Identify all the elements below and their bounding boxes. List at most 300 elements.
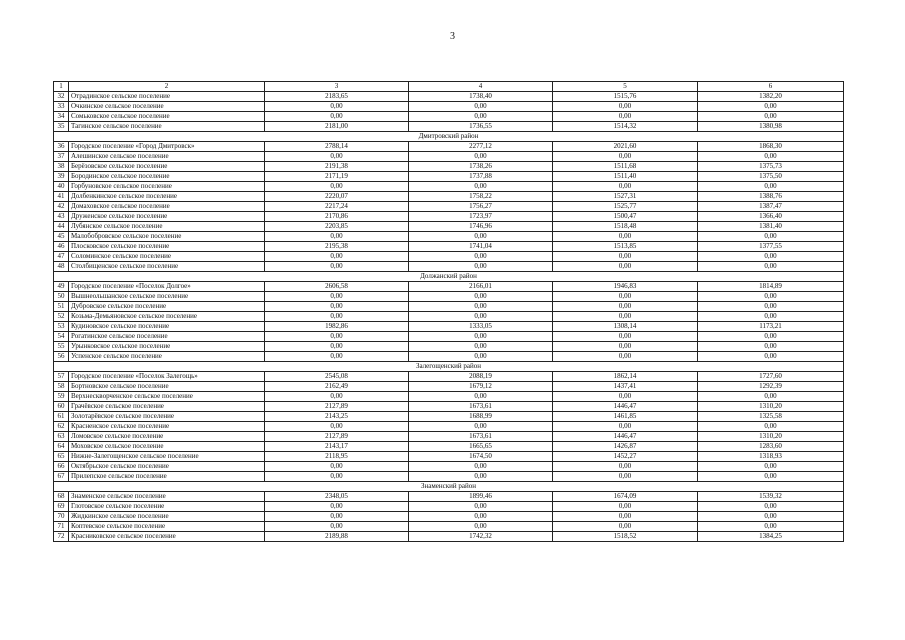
value-col-3: 0,00 [265, 392, 409, 402]
table-body [54, 82, 844, 542]
value-col-3: 0,00 [265, 112, 409, 122]
district-header-row [54, 272, 844, 282]
settlement-name: Горбуновское сельское поселение [69, 182, 265, 192]
value-col-3: 2545,08 [265, 372, 409, 382]
row-number: 41 [54, 192, 69, 202]
value-col-5: 1437,41 [553, 382, 698, 392]
settlement-name: Городское поселение «Поселок Залегощь» [69, 372, 265, 382]
value-col-6: 0,00 [698, 302, 844, 312]
value-col-5: 0,00 [553, 232, 698, 242]
settlement-name: Успенское сельское поселение [69, 352, 265, 362]
value-col-5: 1514,32 [553, 122, 698, 132]
table-row [54, 352, 844, 362]
table-row [54, 292, 844, 302]
table-row [54, 512, 844, 522]
value-col-3: 2127,89 [265, 402, 409, 412]
row-number: 68 [54, 492, 69, 502]
table-row [54, 152, 844, 162]
value-col-5: 0,00 [553, 182, 698, 192]
header-col-3: 3 [265, 82, 409, 92]
row-number: 47 [54, 252, 69, 262]
table-row [54, 442, 844, 452]
settlement-name: Октябрьское сельское поселение [69, 462, 265, 472]
value-col-6: 0,00 [698, 522, 844, 532]
value-col-4: 1333,05 [409, 322, 553, 332]
value-col-4: 0,00 [409, 332, 553, 342]
value-col-6: 1377,55 [698, 242, 844, 252]
value-col-4: 1673,61 [409, 402, 553, 412]
value-col-6: 1310,20 [698, 432, 844, 442]
value-col-3: 2183,65 [265, 92, 409, 102]
row-number: 42 [54, 202, 69, 212]
table-row [54, 412, 844, 422]
table-row [54, 382, 844, 392]
header-col-4: 4 [409, 82, 553, 92]
value-col-5: 1461,85 [553, 412, 698, 422]
value-col-4: 1665,65 [409, 442, 553, 452]
value-col-3: 2127,89 [265, 432, 409, 442]
value-col-4: 1742,32 [409, 532, 553, 542]
district-name: Знаменский район [54, 482, 844, 492]
value-col-5: 0,00 [553, 352, 698, 362]
table-row [54, 212, 844, 222]
settlement-name: Бородинское сельское поселение [69, 172, 265, 182]
value-col-5: 1515,76 [553, 92, 698, 102]
row-number: 56 [54, 352, 69, 362]
value-col-4: 0,00 [409, 182, 553, 192]
value-col-3: 0,00 [265, 502, 409, 512]
table-row [54, 182, 844, 192]
value-col-4: 1723,97 [409, 212, 553, 222]
settlement-name: Урынковское сельское поселение [69, 342, 265, 352]
value-col-6: 0,00 [698, 112, 844, 122]
table-row [54, 342, 844, 352]
value-col-5: 0,00 [553, 152, 698, 162]
row-number: 69 [54, 502, 69, 512]
value-col-5: 1518,52 [553, 532, 698, 542]
value-col-5: 1674,09 [553, 492, 698, 502]
value-col-4: 2277,12 [409, 142, 553, 152]
value-col-3: 0,00 [265, 312, 409, 322]
value-col-4: 0,00 [409, 462, 553, 472]
table-row [54, 492, 844, 502]
value-col-3: 2162,49 [265, 382, 409, 392]
settlement-name: Верхнескворченское сельское поселение [69, 392, 265, 402]
value-col-4: 1674,50 [409, 452, 553, 462]
row-number: 44 [54, 222, 69, 232]
value-col-6: 0,00 [698, 152, 844, 162]
value-col-4: 1738,40 [409, 92, 553, 102]
settlement-name: Городское поселение «Город Дмитровск» [69, 142, 265, 152]
value-col-4: 0,00 [409, 232, 553, 242]
value-col-3: 2788,14 [265, 142, 409, 152]
settlement-name: Кудиновское сельское поселение [69, 322, 265, 332]
header-col-2: 2 [69, 82, 265, 92]
value-col-4: 0,00 [409, 102, 553, 112]
value-col-3: 2203,85 [265, 222, 409, 232]
row-number: 61 [54, 412, 69, 422]
settlement-name: Отрадинское сельское поселение [69, 92, 265, 102]
value-col-3: 2118,95 [265, 452, 409, 462]
value-col-6: 1814,89 [698, 282, 844, 292]
table-row [54, 142, 844, 152]
value-col-6: 1283,60 [698, 442, 844, 452]
value-col-6: 1318,93 [698, 452, 844, 462]
page-number: 3 [450, 31, 455, 42]
value-col-6: 0,00 [698, 262, 844, 272]
value-col-5: 1946,83 [553, 282, 698, 292]
value-col-4: 2166,01 [409, 282, 553, 292]
value-col-6: 1727,60 [698, 372, 844, 382]
settlement-name: Глотовское сельское поселение [69, 502, 265, 512]
settlement-name: Сомьковское сельское поселение [69, 112, 265, 122]
value-col-6: 1375,50 [698, 172, 844, 182]
table-row [54, 472, 844, 482]
district-name: Дмитровский район [54, 132, 844, 142]
value-col-4: 1756,27 [409, 202, 553, 212]
value-col-5: 1426,87 [553, 442, 698, 452]
value-col-4: 1741,04 [409, 242, 553, 252]
table-row [54, 262, 844, 272]
value-col-5: 0,00 [553, 342, 698, 352]
settlement-name: Столбищенское сельское поселение [69, 262, 265, 272]
row-number: 65 [54, 452, 69, 462]
table-row [54, 102, 844, 112]
value-col-3: 0,00 [265, 352, 409, 362]
value-col-6: 0,00 [698, 512, 844, 522]
table-row [54, 402, 844, 412]
settlement-name: Вышнеольшанское сельское поселение [69, 292, 265, 302]
value-col-4: 0,00 [409, 252, 553, 262]
value-col-3: 2181,00 [265, 122, 409, 132]
settlement-name: Алешинское сельское поселение [69, 152, 265, 162]
value-col-4: 1688,99 [409, 412, 553, 422]
settlement-name: Козьма-Демьяновское сельское поселение [69, 312, 265, 322]
value-col-4: 0,00 [409, 512, 553, 522]
value-col-4: 0,00 [409, 152, 553, 162]
table-row [54, 252, 844, 262]
table-row [54, 462, 844, 472]
district-header-row [54, 482, 844, 492]
value-col-4: 2088,19 [409, 372, 553, 382]
table-row [54, 112, 844, 122]
row-number: 45 [54, 232, 69, 242]
value-col-3: 0,00 [265, 252, 409, 262]
value-col-5: 0,00 [553, 292, 698, 302]
table-row [54, 122, 844, 132]
value-col-3: 1982,86 [265, 322, 409, 332]
table-row [54, 502, 844, 512]
row-number: 38 [54, 162, 69, 172]
row-number: 33 [54, 102, 69, 112]
row-number: 67 [54, 472, 69, 482]
value-col-6: 0,00 [698, 342, 844, 352]
value-col-4: 1737,88 [409, 172, 553, 182]
value-col-5: 0,00 [553, 462, 698, 472]
value-col-3: 2220,07 [265, 192, 409, 202]
value-col-4: 0,00 [409, 112, 553, 122]
value-col-5: 0,00 [553, 522, 698, 532]
value-col-3: 2348,05 [265, 492, 409, 502]
value-col-3: 0,00 [265, 182, 409, 192]
settlement-name: Красниковское сельское поселение [69, 532, 265, 542]
value-col-5: 0,00 [553, 512, 698, 522]
row-number: 53 [54, 322, 69, 332]
value-col-4: 1736,55 [409, 122, 553, 132]
value-col-6: 0,00 [698, 182, 844, 192]
value-col-5: 1500,47 [553, 212, 698, 222]
settlements-table [53, 81, 844, 542]
row-number: 58 [54, 382, 69, 392]
value-col-6: 0,00 [698, 392, 844, 402]
value-col-3: 0,00 [265, 232, 409, 242]
row-number: 39 [54, 172, 69, 182]
value-col-5: 0,00 [553, 252, 698, 262]
table-row [54, 522, 844, 532]
value-col-3: 0,00 [265, 302, 409, 312]
value-col-3: 0,00 [265, 342, 409, 352]
value-col-5: 0,00 [553, 112, 698, 122]
table-header-row [54, 82, 844, 92]
value-col-4: 1738,26 [409, 162, 553, 172]
value-col-6: 0,00 [698, 102, 844, 112]
value-col-4: 0,00 [409, 262, 553, 272]
value-col-4: 0,00 [409, 392, 553, 402]
table-row [54, 432, 844, 442]
table-row [54, 392, 844, 402]
table-row [54, 232, 844, 242]
row-number: 32 [54, 92, 69, 102]
settlement-name: Очкинское сельское поселение [69, 102, 265, 112]
settlement-name: Соломинское сельское поселение [69, 252, 265, 262]
value-col-6: 0,00 [698, 232, 844, 242]
district-header-row [54, 132, 844, 142]
value-col-5: 0,00 [553, 302, 698, 312]
settlement-name: Золотарёвское сельское поселение [69, 412, 265, 422]
value-col-5: 0,00 [553, 332, 698, 342]
table-row [54, 222, 844, 232]
header-col-5: 5 [553, 82, 698, 92]
row-number: 49 [54, 282, 69, 292]
table-row [54, 372, 844, 382]
row-number: 51 [54, 302, 69, 312]
row-number: 46 [54, 242, 69, 252]
row-number: 62 [54, 422, 69, 432]
header-col-6: 6 [698, 82, 844, 92]
value-col-6: 1382,20 [698, 92, 844, 102]
value-col-6: 0,00 [698, 472, 844, 482]
value-col-5: 1511,68 [553, 162, 698, 172]
value-col-5: 1862,14 [553, 372, 698, 382]
value-col-6: 1380,98 [698, 122, 844, 132]
district-header-row [54, 362, 844, 372]
value-col-3: 0,00 [265, 422, 409, 432]
value-col-3: 0,00 [265, 462, 409, 472]
row-number: 72 [54, 532, 69, 542]
settlement-name: Прилепское сельское поселение [69, 472, 265, 482]
settlement-name: Бортновское сельское поселение [69, 382, 265, 392]
table-row [54, 162, 844, 172]
value-col-4: 1758,22 [409, 192, 553, 202]
value-col-3: 0,00 [265, 152, 409, 162]
table-row [54, 532, 844, 542]
row-number: 57 [54, 372, 69, 382]
value-col-6: 0,00 [698, 422, 844, 432]
row-number: 55 [54, 342, 69, 352]
value-col-5: 0,00 [553, 102, 698, 112]
value-col-5: 0,00 [553, 262, 698, 272]
value-col-3: 0,00 [265, 292, 409, 302]
row-number: 40 [54, 182, 69, 192]
value-col-6: 0,00 [698, 292, 844, 302]
settlement-name: Знаменское сельское поселение [69, 492, 265, 502]
value-col-3: 2143,17 [265, 442, 409, 452]
row-number: 66 [54, 462, 69, 472]
value-col-4: 0,00 [409, 422, 553, 432]
value-col-4: 0,00 [409, 312, 553, 322]
district-name: Должанский район [54, 272, 844, 282]
settlement-name: Друженское сельское поселение [69, 212, 265, 222]
table-row [54, 242, 844, 252]
value-col-4: 0,00 [409, 502, 553, 512]
value-col-6: 1366,40 [698, 212, 844, 222]
table-row [54, 422, 844, 432]
value-col-6: 0,00 [698, 502, 844, 512]
value-col-5: 1446,47 [553, 402, 698, 412]
value-col-6: 0,00 [698, 332, 844, 342]
value-col-6: 0,00 [698, 352, 844, 362]
table-row [54, 302, 844, 312]
settlement-name: Плосковское сельское поселение [69, 242, 265, 252]
table-row [54, 322, 844, 332]
row-number: 60 [54, 402, 69, 412]
value-col-3: 2170,86 [265, 212, 409, 222]
settlement-name: Грачёвское сельское поселение [69, 402, 265, 412]
settlement-name: Лубянское сельское поселение [69, 222, 265, 232]
value-col-3: 2143,25 [265, 412, 409, 422]
value-col-3: 2195,38 [265, 242, 409, 252]
value-col-5: 1511,40 [553, 172, 698, 182]
settlement-name: Рогатинское сельское поселение [69, 332, 265, 342]
row-number: 59 [54, 392, 69, 402]
row-number: 43 [54, 212, 69, 222]
settlement-name: Моховское сельское поселение [69, 442, 265, 452]
row-number: 36 [54, 142, 69, 152]
value-col-6: 0,00 [698, 252, 844, 262]
district-name: Залегощенский район [54, 362, 844, 372]
row-number: 37 [54, 152, 69, 162]
row-number: 70 [54, 512, 69, 522]
row-number: 63 [54, 432, 69, 442]
value-col-4: 0,00 [409, 352, 553, 362]
table-row [54, 452, 844, 462]
value-col-3: 2217,24 [265, 202, 409, 212]
settlement-name: Ломовское сельское поселение [69, 432, 265, 442]
value-col-5: 0,00 [553, 312, 698, 322]
table-row [54, 172, 844, 182]
value-col-5: 1513,85 [553, 242, 698, 252]
header-col-1: 1 [54, 82, 69, 92]
value-col-4: 0,00 [409, 522, 553, 532]
value-col-6: 1325,58 [698, 412, 844, 422]
value-col-4: 1679,12 [409, 382, 553, 392]
settlement-name: Дубровское сельское поселение [69, 302, 265, 312]
table-row [54, 92, 844, 102]
value-col-3: 0,00 [265, 512, 409, 522]
value-col-3: 2191,38 [265, 162, 409, 172]
value-col-6: 1381,40 [698, 222, 844, 232]
row-number: 35 [54, 122, 69, 132]
row-number: 34 [54, 112, 69, 122]
value-col-5: 1308,14 [553, 322, 698, 332]
table-row [54, 202, 844, 212]
value-col-5: 0,00 [553, 502, 698, 512]
settlement-name: Малобобровское сельское поселение [69, 232, 265, 242]
settlement-name: Городское поселение «Поселок Долгое» [69, 282, 265, 292]
value-col-5: 1518,48 [553, 222, 698, 232]
row-number: 50 [54, 292, 69, 302]
value-col-3: 0,00 [265, 472, 409, 482]
settlement-name: Нижне-Залегощенское сельское поселение [69, 452, 265, 462]
value-col-5: 1452,27 [553, 452, 698, 462]
value-col-6: 1388,76 [698, 192, 844, 202]
value-col-6: 1868,30 [698, 142, 844, 152]
value-col-5: 1446,47 [553, 432, 698, 442]
settlement-name: Тагинское сельское поселение [69, 122, 265, 132]
value-col-3: 2606,58 [265, 282, 409, 292]
value-col-4: 1746,96 [409, 222, 553, 232]
value-col-4: 1673,61 [409, 432, 553, 442]
value-col-4: 1899,46 [409, 492, 553, 502]
value-col-6: 1292,39 [698, 382, 844, 392]
value-col-3: 0,00 [265, 332, 409, 342]
settlement-name: Коптевское сельское поселение [69, 522, 265, 532]
value-col-3: 2171,19 [265, 172, 409, 182]
value-col-6: 1539,32 [698, 492, 844, 502]
value-col-5: 0,00 [553, 472, 698, 482]
value-col-5: 2021,60 [553, 142, 698, 152]
value-col-3: 0,00 [265, 102, 409, 112]
value-col-4: 0,00 [409, 292, 553, 302]
value-col-5: 1525,77 [553, 202, 698, 212]
value-col-6: 1387,47 [698, 202, 844, 212]
row-number: 71 [54, 522, 69, 532]
settlement-name: Жидкинское сельское поселение [69, 512, 265, 522]
table-row [54, 312, 844, 322]
value-col-6: 1310,20 [698, 402, 844, 412]
row-number: 52 [54, 312, 69, 322]
settlement-name: Берёзовское сельское поселение [69, 162, 265, 172]
value-col-5: 0,00 [553, 422, 698, 432]
value-col-6: 1173,21 [698, 322, 844, 332]
value-col-5: 0,00 [553, 392, 698, 402]
value-col-4: 0,00 [409, 342, 553, 352]
row-number: 54 [54, 332, 69, 342]
settlement-name: Домаховское сельское поселение [69, 202, 265, 212]
row-number: 48 [54, 262, 69, 272]
value-col-3: 0,00 [265, 522, 409, 532]
row-number: 64 [54, 442, 69, 452]
value-col-3: 2189,88 [265, 532, 409, 542]
value-col-4: 0,00 [409, 472, 553, 482]
table-row [54, 332, 844, 342]
value-col-6: 0,00 [698, 462, 844, 472]
value-col-6: 1384,25 [698, 532, 844, 542]
value-col-3: 0,00 [265, 262, 409, 272]
value-col-6: 0,00 [698, 312, 844, 322]
settlement-name: Красненское сельское поселение [69, 422, 265, 432]
table-row [54, 192, 844, 202]
